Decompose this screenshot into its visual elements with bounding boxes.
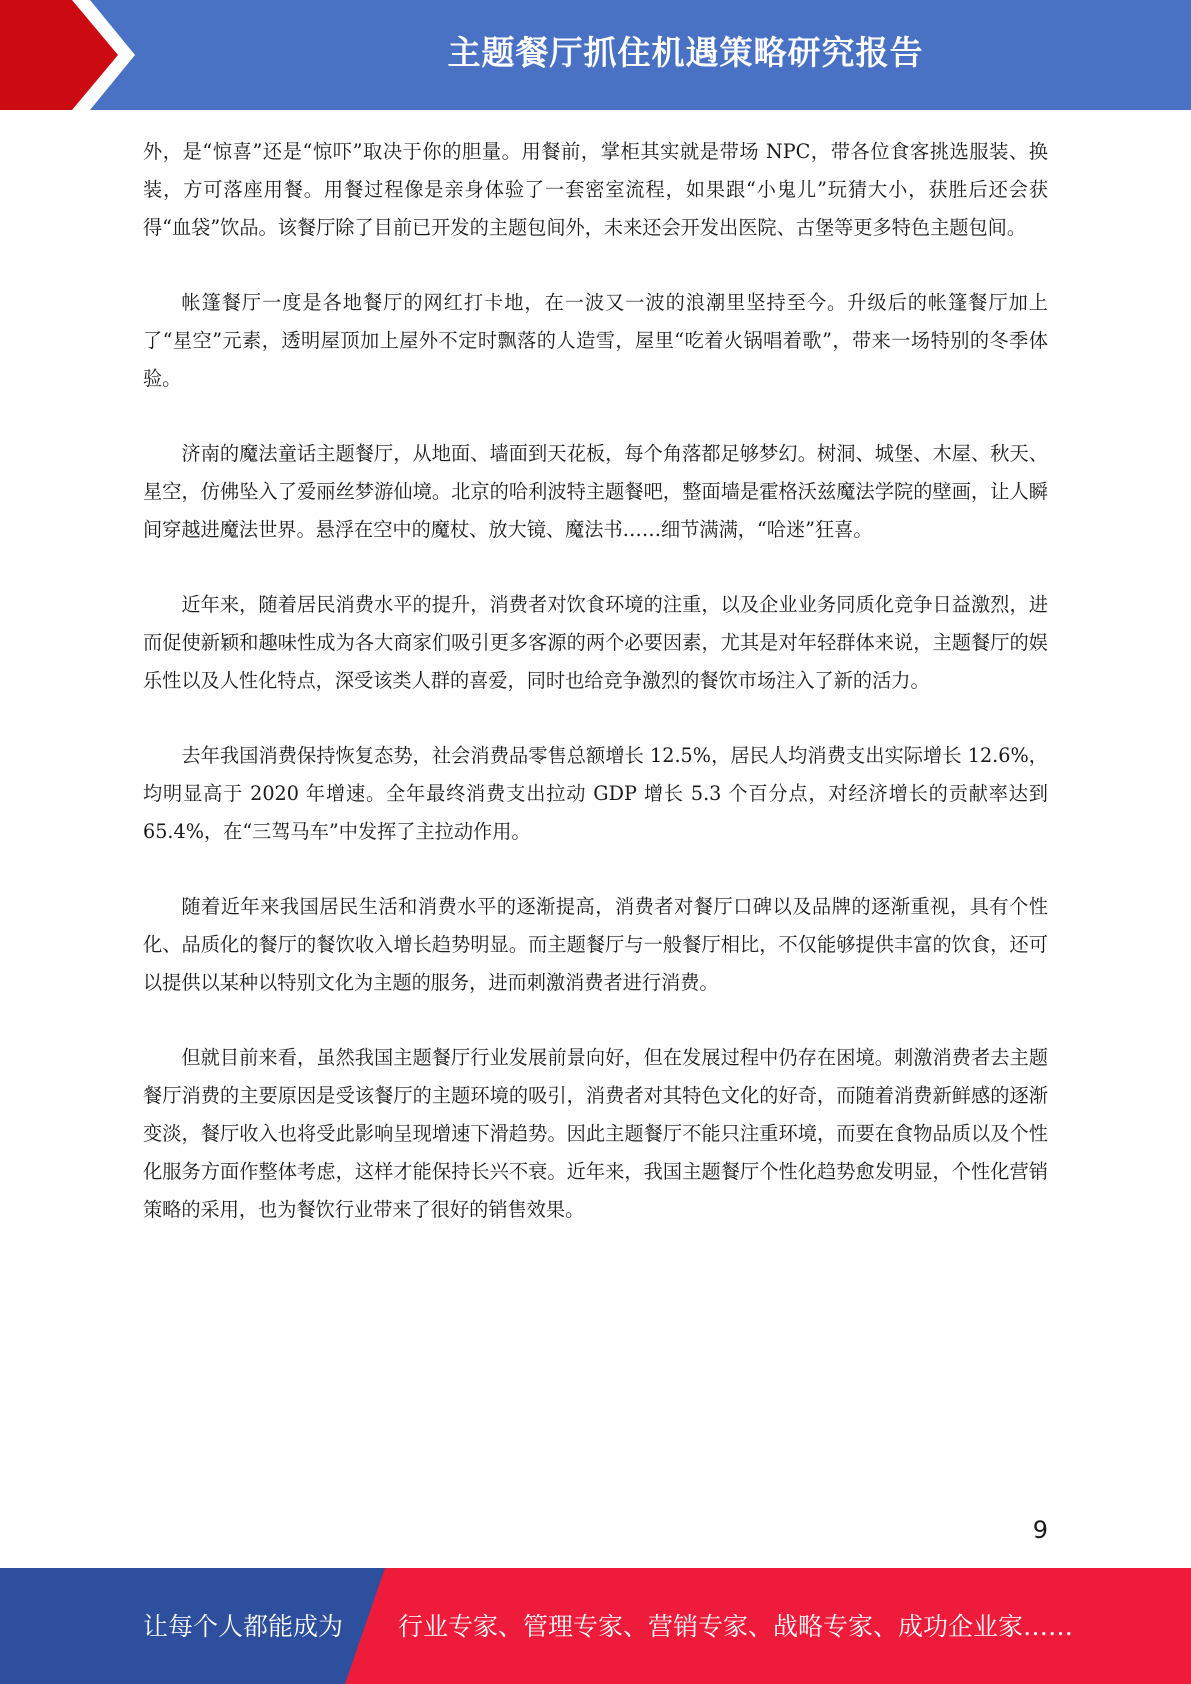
paragraph-5: 去年我国消费保持恢复态势，社会消费品零售总额增长 12.5%，居民人均消费支出实际增长 12.6%，均明显高于 2020 年增速。全年最终消费支出拉动 GDP 增长 5.3 个百分点，对经济增长的贡献率达到 65.4%，在“三驾马车”中发挥了主拉动作用。 (143, 744, 1048, 843)
header-arrow-decoration (0, 0, 160, 110)
paragraph-6: 随着近年来我国居民生活和消费水平的逐渐提高，消费者对餐厅口碑以及品牌的逐渐重视，具有个性化、品质化的餐厅的餐饮收入增长趋势明显。而主题餐厅与一般餐厅相比，不仅能够提供丰富的饮食，还可以提供以某种以特别文化为主题的服务，进而刺激消费者进行消费。 (143, 895, 1048, 994)
footer-slogan-left: 让每个人都能成为 (143, 1612, 344, 1641)
paragraph-3: 济南的魔法童话主题餐厅，从地面、墙面到天花板，每个角落都足够梦幻。树洞、城堡、木屋、秋天、星空，仿佛坠入了爱丽丝梦游仙境。北京的哈利波特主题餐吧，整面墙是霍格沃兹魔法学院的壁画，让人瞬间穿越进魔法世界。悬浮在空中的魔杖、放大镜、魔法书……细节满满，“哈迷”狂喜。 (143, 442, 1048, 541)
page-footer (0, 1568, 1191, 1684)
footer-slogan-right: 行业专家、管理专家、营销专家、战略专家、成功企业家…… (398, 1612, 1074, 1641)
body-content (143, 133, 1048, 1266)
paragraph-4: 近年来，随着居民消费水平的提升，消费者对饮食环境的注重，以及企业业务同质化竞争日益激烈，进而促使新颖和趣味性成为各大商家们吸引更多客源的两个必要因素，尤其是对年轻群体来说，主题餐厅的娱乐性以及人性化特点，深受该类人群的喜爱，同时也给竞争激烈的餐饮市场注入了新的活力。 (143, 593, 1048, 692)
paragraph-7: 但就目前来看，虽然我国主题餐厅行业发展前景向好，但在发展过程中仍存在困境。刺激消费者去主题餐厅消费的主要原因是受该餐厅的主题环境的吸引，消费者对其特色文化的好奇，而随着消费新鲜感的逐渐变淡，餐厅收入也将受此影响呈现增速下滑趋势。因此主题餐厅不能只注重环境，而要在食物品质以及个性化服务方面作整体考虑，这样才能保持长兴不衰。近年来，我国主题餐厅个性化趋势愈发明显，个性化营销策略的采用，也为餐饮行业带来了很好的销售效果。 (143, 1046, 1048, 1221)
page-number: 9 (1032, 1516, 1048, 1544)
paragraph-1: 外，是“惊喜”还是“惊吓”取决于你的胆量。用餐前，掌柜其实就是带场 NPC，带各位食客挑选服装、换装，方可落座用餐。用餐过程像是亲身体验了一套密室流程，如果跟“小鬼儿”玩猜大小，获胜后还会获得“血袋”饮品。该餐厅除了目前已开发的主题包间外，未来还会开发出医院、古堡等更多特色主题包间。 (143, 140, 1048, 239)
paragraph-2: 帐篷餐厅一度是各地餐厅的网红打卡地，在一波又一波的浪潮里坚持至今。升级后的帐篷餐厅加上了“星空”元素，透明屋顶加上屋外不定时飘落的人造雪，屋里“吃着火锅唱着歌”，带来一场特别的冬季体验。 (143, 291, 1048, 390)
page-header (0, 0, 1191, 110)
report-title: 主题餐厅抓住机遇策略研究报告 (447, 33, 924, 72)
